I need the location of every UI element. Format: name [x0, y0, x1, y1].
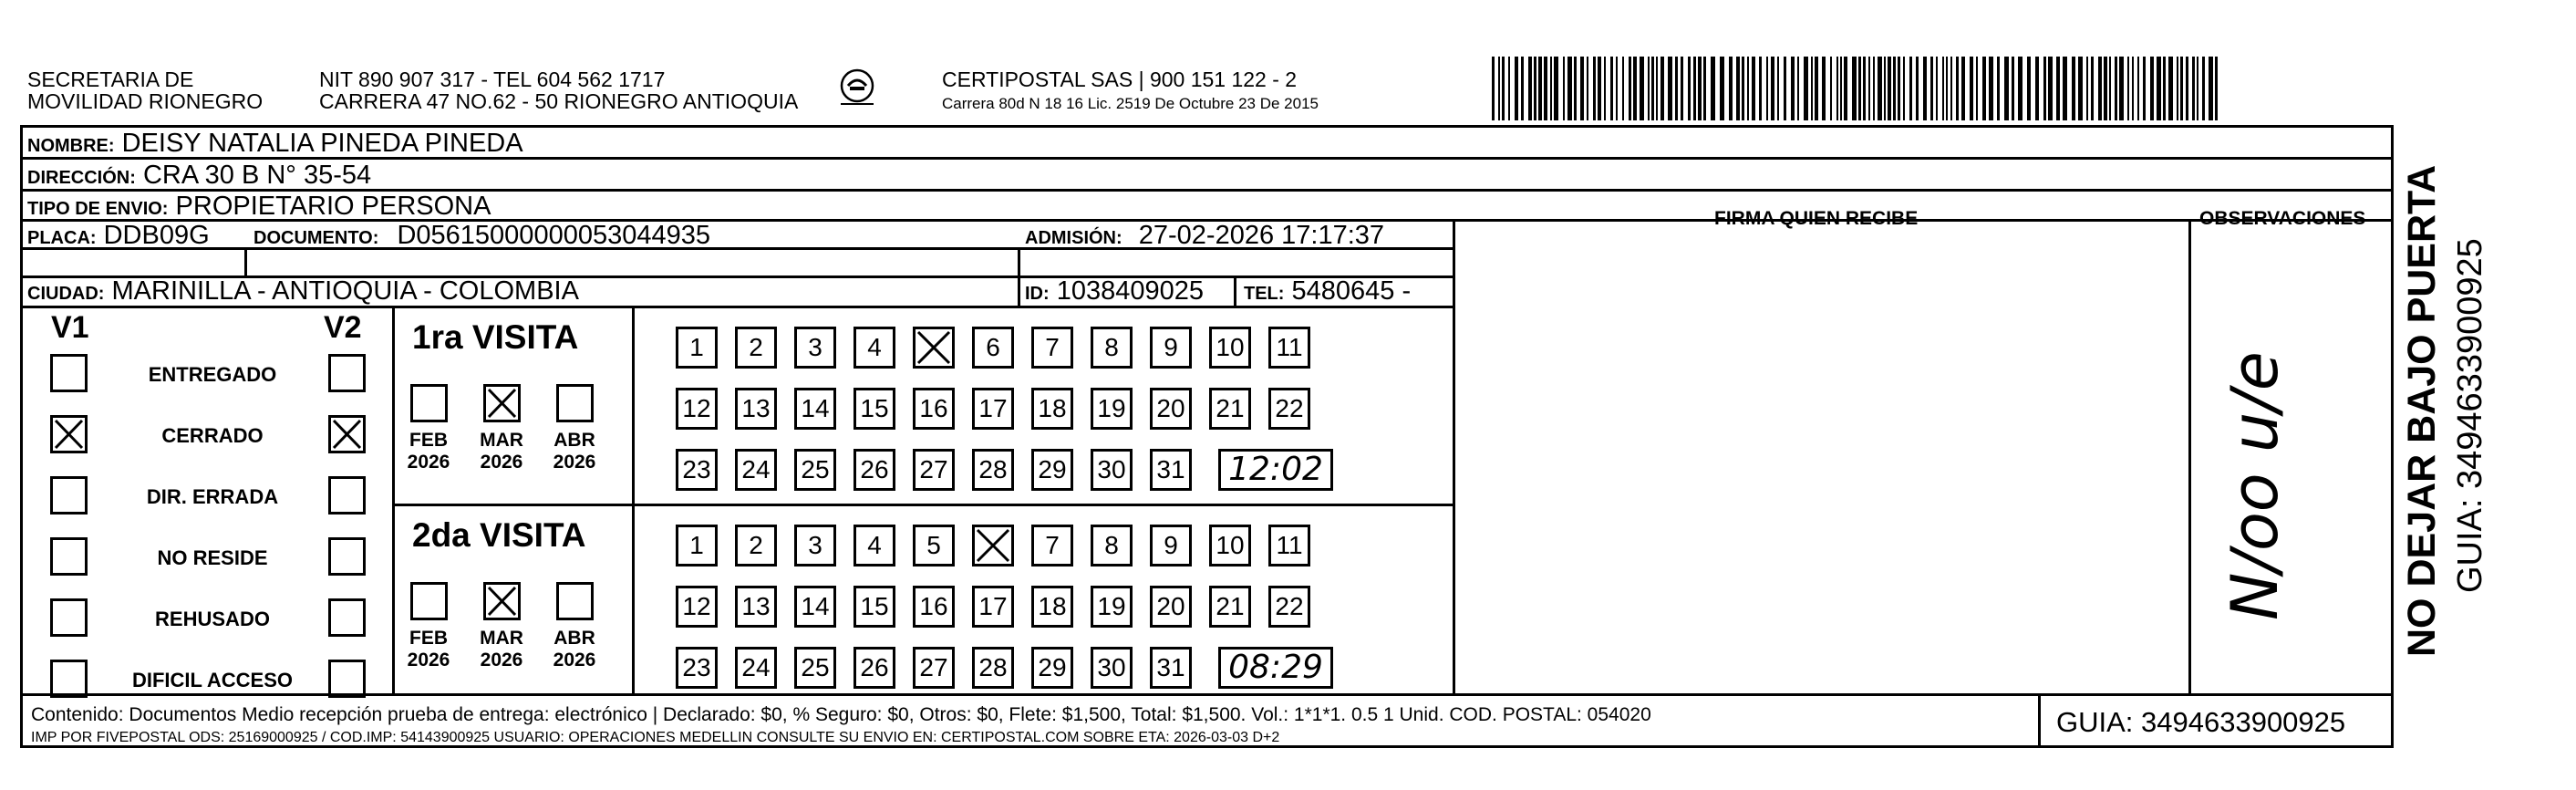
day-box[interactable]: 19 — [1091, 388, 1133, 430]
day-box[interactable]: 13 — [735, 586, 777, 628]
direccion-value: CRA 30 B N° 35-54 — [142, 161, 372, 190]
observation-handwriting: N/oo u/e — [2218, 351, 2292, 620]
day-box[interactable]: 27 — [913, 449, 955, 491]
day-box[interactable]: 16 — [913, 586, 955, 628]
day-box[interactable]: 19 — [1091, 586, 1133, 628]
day-box[interactable]: 15 — [853, 388, 895, 430]
day-box[interactable]: 8 — [1091, 525, 1133, 567]
day-box[interactable]: 27 — [913, 647, 955, 689]
day-box[interactable] — [913, 327, 955, 369]
day-box[interactable] — [972, 525, 1014, 567]
day-box[interactable]: 25 — [794, 647, 836, 689]
day-box[interactable]: 29 — [1031, 647, 1073, 689]
day-box[interactable]: 4 — [853, 327, 895, 369]
documento-row — [253, 222, 710, 252]
placa-value: DDB09G — [103, 221, 210, 250]
day-box[interactable]: 7 — [1031, 327, 1073, 369]
visit-time: 08:29 — [1218, 647, 1333, 689]
ciudad-value: MARINILLA - ANTIOQUIA - COLOMBIA — [111, 276, 579, 306]
agency-name-line2: MOVILIDAD RIONEGRO — [27, 89, 264, 113]
nombre-label: NOMBRE: — [27, 136, 115, 156]
day-box[interactable]: 17 — [972, 586, 1014, 628]
day-box[interactable]: 2 — [735, 327, 777, 369]
footer-guia: GUIA: 3494633900925 — [2056, 706, 2346, 738]
day-box[interactable]: 10 — [1209, 525, 1251, 567]
day-box[interactable]: 24 — [735, 647, 777, 689]
status-option-label: ENTREGADO — [148, 363, 277, 386]
admision-value: 27-02-2026 17:17:37 — [1138, 221, 1385, 250]
id-value: 1038409025 — [1056, 276, 1205, 306]
tipo-envio-value: PROPIETARIO PERSONA — [175, 192, 491, 221]
tipo-envio-label: TIPO DE ENVIO: — [27, 199, 169, 219]
day-box[interactable]: 22 — [1268, 586, 1310, 628]
day-box[interactable]: 12 — [676, 586, 718, 628]
month-checkbox[interactable] — [483, 582, 521, 620]
day-box[interactable]: 9 — [1150, 327, 1192, 369]
placa-label: PLACA: — [27, 228, 97, 248]
day-box[interactable]: 15 — [853, 586, 895, 628]
month-checkbox[interactable] — [556, 582, 594, 620]
direccion-row — [27, 161, 371, 192]
barcode — [1492, 57, 2219, 120]
id-label: ID: — [1025, 284, 1050, 304]
month-checkbox[interactable] — [410, 582, 448, 620]
v1-checkbox[interactable] — [50, 660, 88, 698]
day-box[interactable]: 30 — [1091, 647, 1133, 689]
month-checkbox[interactable] — [410, 384, 448, 422]
month-label: MAR 2026 — [480, 628, 523, 670]
month-label: FEB 2026 — [407, 430, 450, 473]
day-box[interactable]: 21 — [1209, 586, 1251, 628]
day-box[interactable]: 31 — [1150, 647, 1192, 689]
day-box[interactable]: 25 — [794, 449, 836, 491]
agency-nit: NIT 890 907 317 - TEL 604 562 1717 — [319, 68, 666, 91]
placa-row — [27, 222, 210, 252]
day-box[interactable]: 14 — [794, 388, 836, 430]
day-box[interactable]: 1 — [676, 525, 718, 567]
day-box[interactable]: 11 — [1268, 525, 1310, 567]
v1-label: V1 — [51, 310, 89, 345]
footer-content-line: Contenido: Documentos Medio recepción prueba de entrega: electrónico | Declarado: $0, % Seguro: $0, Otros: $0, Flete: $1,500, Total: $1,500. Vol.: 1*1*1. 0.5 1 Unid. COD. POSTAL: 054020 — [31, 704, 1651, 725]
firma-header: FIRMA QUIEN RECIBE — [1714, 208, 1919, 229]
day-box[interactable]: 18 — [1031, 586, 1073, 628]
tel-row — [1244, 277, 1411, 307]
day-box[interactable]: 9 — [1150, 525, 1192, 567]
id-row — [1025, 277, 1204, 307]
day-box[interactable]: 23 — [676, 449, 718, 491]
status-option-label: CERRADO — [161, 424, 264, 447]
day-box[interactable]: 31 — [1150, 449, 1192, 491]
v2-checkbox[interactable] — [328, 354, 366, 392]
agency-name-line1: SECRETARIA DE — [27, 68, 194, 91]
footer-print-line: IMP POR FIVEPOSTAL ODS: 25169000925 / COD.IMP: 54143900925 USUARIO: OPERACIONES MEDELLIN CONSULTE SU ENVIO EN: CERTIPOSTAL.COM SOBRE ETA: 2026-03-03 D+2 — [31, 730, 1280, 745]
day-box[interactable]: 7 — [1031, 525, 1073, 567]
month-label: FEB 2026 — [407, 628, 450, 670]
day-box[interactable]: 24 — [735, 449, 777, 491]
v1-checkbox[interactable] — [50, 476, 88, 515]
day-box[interactable]: 11 — [1268, 327, 1310, 369]
day-box[interactable]: 6 — [972, 327, 1014, 369]
v2-label: V2 — [324, 310, 362, 345]
day-box[interactable]: 3 — [794, 525, 836, 567]
status-option-label: DIFICIL ACCESO — [131, 669, 293, 691]
visit-title: 2da VISITA — [412, 516, 586, 554]
month-checkbox[interactable] — [556, 384, 594, 422]
day-box[interactable]: 20 — [1150, 586, 1192, 628]
day-box[interactable]: 28 — [972, 449, 1014, 491]
v2-checkbox[interactable] — [328, 660, 366, 698]
status-option-label: REHUSADO — [155, 608, 270, 630]
month-label: MAR 2026 — [480, 430, 523, 473]
day-box[interactable]: 28 — [972, 647, 1014, 689]
certipostal-logo-icon — [837, 68, 877, 108]
no-dejar-warning: NO DEJAR BAJO PUERTA — [2400, 164, 2444, 657]
visit-time: 12:02 — [1218, 449, 1333, 491]
admision-label: ADMISIÓN: — [1025, 228, 1122, 248]
day-box[interactable]: 5 — [913, 525, 955, 567]
day-box[interactable]: 22 — [1268, 388, 1310, 430]
ciudad-label: CIUDAD: — [27, 284, 105, 304]
day-box[interactable]: 4 — [853, 525, 895, 567]
side-guia: GUIA: 3494633900925 — [2451, 238, 2489, 593]
day-box[interactable]: 20 — [1150, 388, 1192, 430]
direccion-label: DIRECCIÓN: — [27, 168, 136, 188]
tipo-envio-row — [27, 192, 491, 223]
status-option-label: DIR. ERRADA — [146, 485, 279, 508]
day-box[interactable]: 18 — [1031, 388, 1073, 430]
documento-value: D05615000000053044935 — [397, 221, 710, 250]
v1-checkbox[interactable] — [50, 354, 88, 392]
day-box[interactable]: 8 — [1091, 327, 1133, 369]
day-box[interactable]: 30 — [1091, 449, 1133, 491]
nombre-row — [27, 130, 523, 160]
day-box[interactable]: 16 — [913, 388, 955, 430]
ciudad-row — [27, 277, 579, 307]
documento-label: DOCUMENTO: — [253, 228, 379, 248]
day-box[interactable]: 26 — [853, 647, 895, 689]
month-label: ABR 2026 — [553, 628, 596, 670]
v2-checkbox[interactable] — [328, 598, 366, 637]
observaciones-header: OBSERVACIONES — [2199, 208, 2366, 229]
visit-title: 1ra VISITA — [412, 318, 579, 356]
nombre-value: DEISY NATALIA PINEDA PINEDA — [121, 129, 523, 158]
tel-value: 5480645 - — [1291, 276, 1412, 306]
day-box[interactable]: 21 — [1209, 388, 1251, 430]
month-checkbox[interactable] — [483, 384, 521, 422]
day-box[interactable]: 12 — [676, 388, 718, 430]
day-box[interactable]: 10 — [1209, 327, 1251, 369]
day-box[interactable]: 17 — [972, 388, 1014, 430]
day-box[interactable]: 1 — [676, 327, 718, 369]
agency-address: CARRERA 47 NO.62 - 50 RIONEGRO ANTIOQUIA — [319, 89, 799, 113]
v1-checkbox[interactable] — [50, 598, 88, 637]
v2-checkbox[interactable] — [328, 537, 366, 576]
day-box[interactable]: 26 — [853, 449, 895, 491]
carrier-address: Carrera 80d N 18 16 Lic. 2519 De Octubre 23 De 2015 — [942, 95, 1319, 112]
day-box[interactable]: 14 — [794, 586, 836, 628]
status-option-label: NO RESIDE — [157, 546, 268, 569]
v2-checkbox[interactable] — [328, 415, 366, 453]
day-box[interactable]: 29 — [1031, 449, 1073, 491]
v1-checkbox[interactable] — [50, 415, 88, 453]
day-box[interactable]: 2 — [735, 525, 777, 567]
month-label: ABR 2026 — [553, 430, 596, 473]
v1-checkbox[interactable] — [50, 537, 88, 576]
day-box[interactable]: 13 — [735, 388, 777, 430]
admision-row — [1025, 222, 1384, 252]
v2-checkbox[interactable] — [328, 476, 366, 515]
day-box[interactable]: 3 — [794, 327, 836, 369]
carrier-name: CERTIPOSTAL SAS | 900 151 122 - 2 — [942, 68, 1298, 91]
tel-label: TEL: — [1244, 284, 1285, 304]
day-box[interactable]: 23 — [676, 647, 718, 689]
